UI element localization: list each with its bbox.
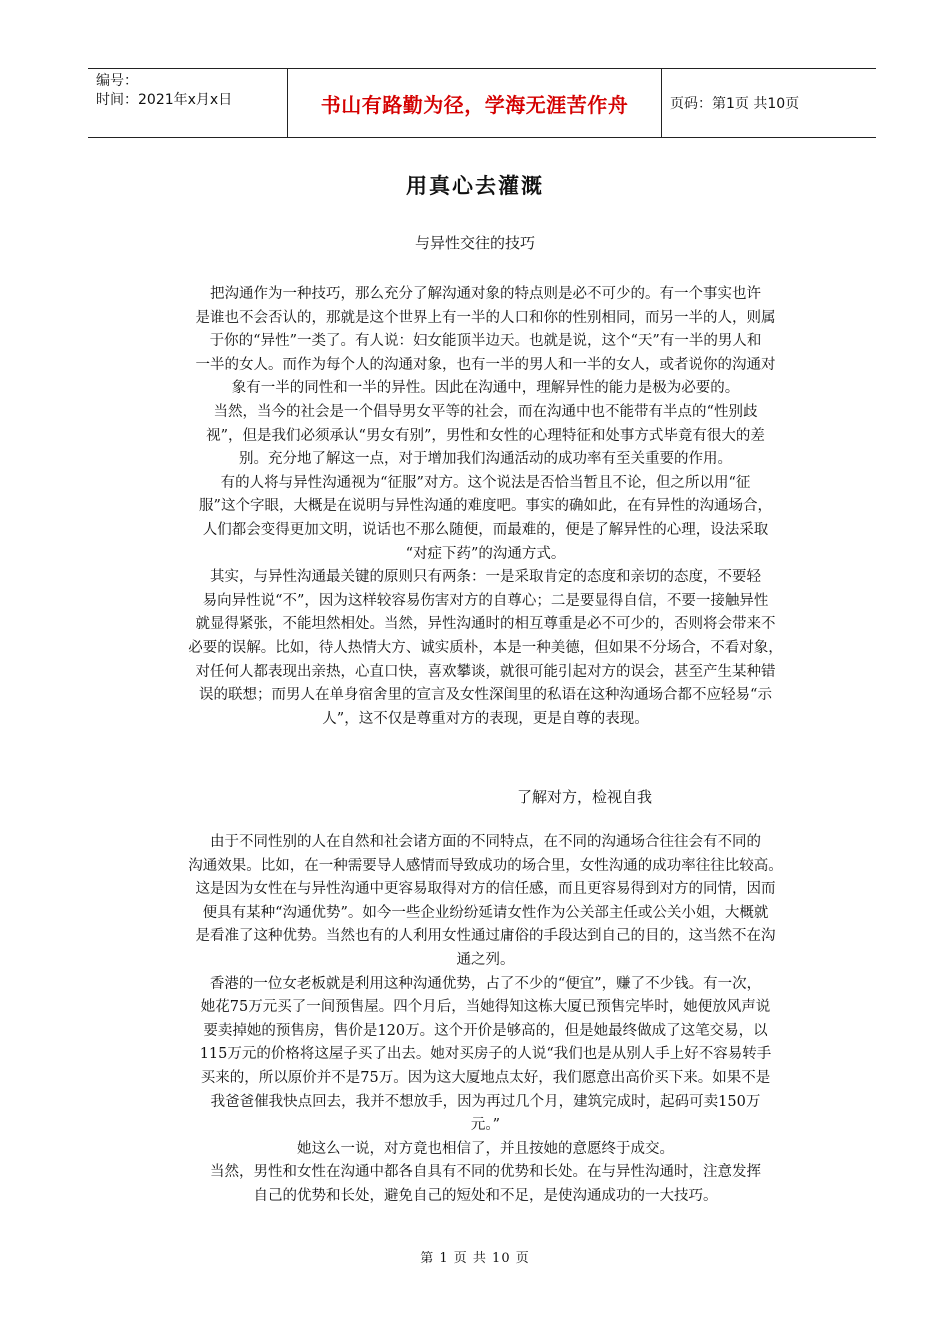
text-line: 买来的，所以原价并不是75万。因为这大厦地点太好，我们愿意出高价买下来。如果不是 [200,1069,771,1086]
text-line: 其实，与异性沟通最关键的原则只有两条：一是采取肯定的态度和亲切的态度，不要轻 [210,569,761,586]
text-line: 必要的误解。比如，待人热情大方、诚实质朴，本是一种美德，但如果不分场合，不看对象， [188,639,783,656]
document-title: 用真心去灌溉 [406,173,544,198]
section-1-body [143,283,828,731]
text-line: 她花75万元买了一间预售屋。四个月后，当她得知这栋大厦已预售完毕时，她便放风声说 [200,999,771,1016]
section-2-heading: 了解对方，检视自我 [517,788,653,806]
text-line: 误的联想；而男人在单身宿舍里的宣言及女性深闺里的私语在这种沟通场合都不应轻易“示 [199,687,772,704]
text-line: 就显得紧张，不能坦然相处。当然，异性沟通时的相互尊重是必不可少的，否则将会带来不 [195,616,776,633]
text-line: 这是因为女性在与异性沟通中更容易取得对方的信任感，而且更容易得到对方的同情，因而 [195,881,776,898]
text-line: 视”，但是我们必须承认“男女有别”，男性和女性的心理特征和处事方式毕竟有很大的差 [206,427,765,444]
text-line: 当然，当今的社会是一个倡导男女平等的社会，而在沟通中也不能带有半点的“性别歧 [213,403,758,420]
text-line: 是看准了这种优势。当然也有的人利用女性通过庸俗的手段达到自己的目的，这当然不在沟 [195,928,776,945]
header-meta-cell [88,69,288,137]
text-line: 于你的“异性”一类了。有人说：妇女能顶半边天。也就是说，这个“天”有一半的男人和 [209,333,762,350]
text-line: 人”，这不仅是尊重对方的表现，更是自尊的表现。 [322,710,649,727]
text-line: “对症下药”的沟通方式。 [405,545,566,562]
header-page-label: 页码：第1页 共10页 [670,96,800,112]
text-line: 别。充分地了解这一点，对于增加我们沟通活动的成功率有至关重要的作用。 [239,451,732,468]
text-line: 要卖掉她的预售房，售价是120万。这个开价是够高的，但是她最终做成了这笔交易，以 [203,1022,768,1039]
text-line: 我爸爸催我快点回去，我并不想放手，因为再过几个月，建筑完成时，起码可卖150万 [210,1093,761,1110]
text-line: 香港的一位女老板就是利用这种沟通优势，占了不少的“便宜”，赚了不少钱。有一次， [209,975,762,992]
time-label: 时间：2021年x月x日 [96,92,233,108]
section-2-body [143,831,828,1209]
header-motto: 书山有路勤为径，学海无涯苦作舟 [288,69,662,137]
text-line: 元。” [470,1117,501,1134]
document-header [88,68,876,138]
text-line: 把沟通作为一种技巧，那么充分了解沟通对象的特点则是必不可少的。有一个事实也许 [210,286,761,302]
text-line: 沟通效果。比如，在一种需要导人感情而导致成功的场合里，女性沟通的成功率往往比较高。 [188,857,783,874]
text-line: 一半的女人。而作为每个人的沟通对象，也有一半的男人和一半的女人，或者说你的沟通对 [195,356,776,373]
page-footer: 第 1 页 共 10 页 [420,1251,530,1266]
text-line: 她这么一说，对方竟也相信了，并且按她的意愿终于成交。 [297,1140,674,1157]
text-line: 是谁也不会否认的，那就是这个世界上有一半的人口和你的性别相同，而另一半的人，则属 [195,309,776,326]
text-line: 人们都会变得更加文明，说话也不那么随便，而最难的，便是了解异性的心理，设法采取 [202,521,769,538]
number-label: 编号： [96,73,138,89]
text-line: 对任何人都表现出亲热，心直口快，喜欢攀谈，就很可能引起对方的误会，甚至产生某种错 [195,663,776,680]
text-line: 服”这个字眼，大概是在说明与异性沟通的难度吧。事实的确如此，在有异性的沟通场合， [199,498,772,515]
text-line: 通之列。 [456,951,515,968]
text-line: 由于不同性别的人在自然和社会诸方面的不同特点，在不同的沟通场合往往会有不同的 [210,834,761,850]
text-line: 有的人将与异性沟通视为“征服”对方。这个说法是否恰当暂且不论，但之所以用“征 [220,474,751,491]
document-subtitle: 与异性交往的技巧 [414,234,535,252]
text-line: 象有一半的同性和一半的异性。因此在沟通中，理解异性的能力是极为必要的。 [231,380,740,397]
text-line: 当然，男性和女性在沟通中都各自具有不同的优势和长处。在与异性沟通时，注意发挥 [210,1164,761,1181]
text-line: 115万元的价格将这屋子买了出去。她对买房子的人说“我们也是从别人手上好不容易转手 [199,1046,772,1063]
text-line: 自己的优势和长处，避免自己的短处和不足，是使沟通成功的一大技巧。 [253,1187,718,1204]
text-line: 便具有某种“沟通优势”。如今一些企业纷纷延请女性作为公关部主任或公关小姐，大概就 [202,904,769,921]
text-line: 易向异性说“不”，因为这样较容易伤害对方的自尊心；二是要显得自信，不要一接触异性 [202,592,769,609]
